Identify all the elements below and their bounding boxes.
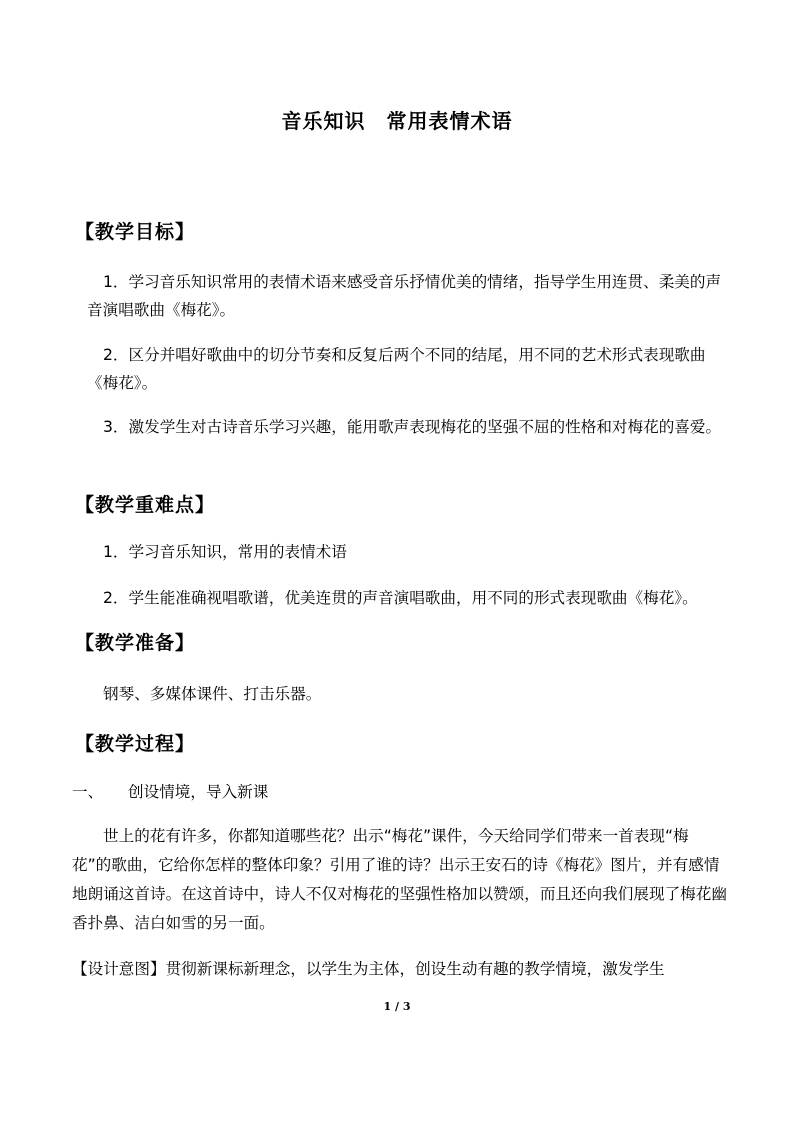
goals-heading: 【教学目标】 <box>75 221 196 243</box>
preparation-heading: 【教学准备】 <box>75 632 196 654</box>
design-intent: 【设计意图】贯彻新课标新理念，以学生为主体，创设生动有趣的教学情境，激发学生 <box>72 960 665 978</box>
preparation-text: 钢琴、多媒体课件、打击乐器。 <box>103 685 322 703</box>
process-heading: 【教学过程】 <box>75 733 196 755</box>
page-indicator: 1 / 3 <box>383 1000 411 1013</box>
goal-item-1: 1．学习音乐知识常用的表情术语来感受音乐抒情优美的情绪，指导学生用连贯、柔美的声音演唱歌曲《梅花》。 <box>87 273 722 319</box>
goal-item-3: 3．激发学生对古诗音乐学习兴趣，能用歌声表现梅花的坚强不屈的性格和对梅花的喜爱。 <box>103 418 722 436</box>
key-point-item-2: 2．学生能准确视唱歌谱，优美连贯的声音演唱歌曲，用不同的形式表现歌曲《梅花》。 <box>103 589 698 607</box>
goal-item-2: 2．区分并唱好歌曲中的切分节奏和反复后两个不同的结尾，用不同的艺术形式表现歌曲《梅花》。 <box>87 346 706 392</box>
key-point-item-1: 1．学习音乐知识，常用的表情术语 <box>103 543 347 561</box>
process-paragraph: 世上的花有许多，你都知道哪些花？出示“梅花”课件，今天给同学们带来一首表现“梅花”的歌曲，它给你怎样的整体印象？引用了谁的诗？出示王安石的诗《梅花》图片，并有感情地朗诵这首诗。在这首诗中，诗人不仅对梅花的坚强性格加以赞颂，而且还向我们展现了梅花幽香扑鼻、洁白如雪的另一面。 <box>72 827 727 932</box>
key-points-heading: 【教学重难点】 <box>75 494 216 516</box>
step-number: 一、 <box>72 783 104 801</box>
page-title: 音乐知识 常用表情术语 <box>281 109 513 133</box>
step-title: 创设情境，导入新课 <box>128 783 269 801</box>
